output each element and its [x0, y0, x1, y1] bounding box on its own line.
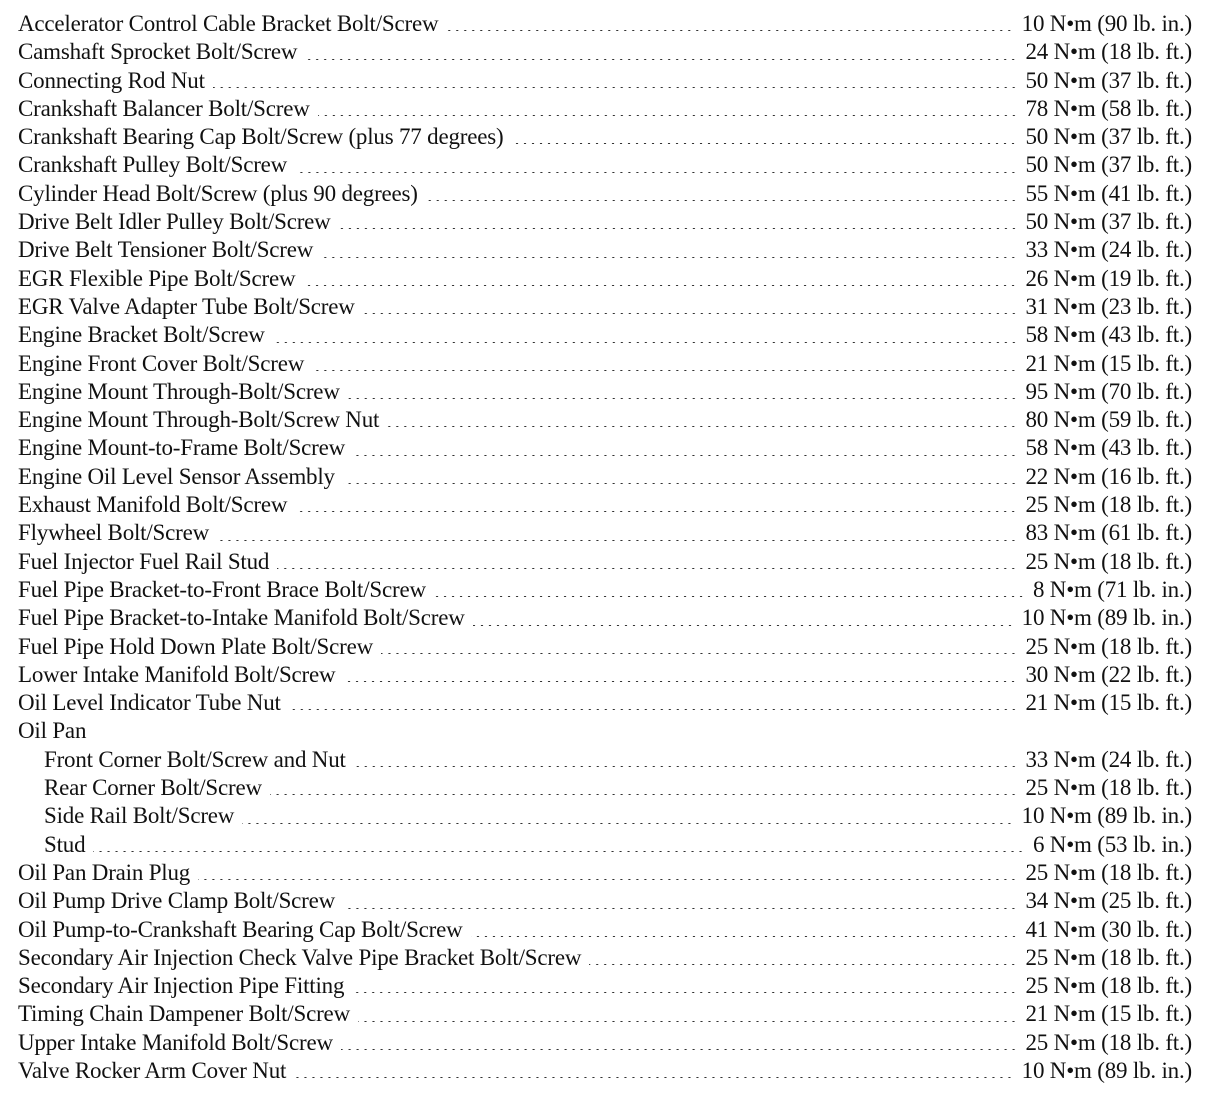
spec-value: 21 N•m (15 lb. ft.) [1025, 690, 1192, 716]
spec-value: 25 N•m (18 lb. ft.) [1025, 944, 1192, 970]
dot-leader [343, 681, 1017, 682]
dot-leader [289, 709, 1018, 710]
spec-label: Secondary Air Injection Pipe Fitting [18, 973, 345, 999]
spec-row [18, 831, 1192, 859]
spec-row [18, 95, 1192, 123]
dot-leader [358, 1021, 1018, 1022]
spec-value: 21 N•m (15 lb. ft.) [1025, 1001, 1192, 1027]
spec-value: 6 N•m (53 lb. in.) [1032, 831, 1192, 857]
spec-value: 78 N•m (58 lb. ft.) [1025, 95, 1192, 121]
spec-row [18, 633, 1192, 661]
spec-label: Flywheel Bolt/Screw [18, 520, 210, 546]
spec-label: Fuel Pipe Bracket-to-Intake Manifold Bolt/Screw [18, 605, 465, 631]
spec-label: Fuel Pipe Bracket-to-Front Brace Bolt/Screw [18, 576, 426, 602]
spec-value: 31 N•m (23 lb. ft.) [1025, 293, 1192, 319]
spec-label: Lower Intake Manifold Bolt/Screw [18, 661, 336, 687]
dot-leader [343, 908, 1017, 909]
dot-leader [471, 936, 1018, 937]
dot-leader [348, 398, 1018, 399]
spec-value: 22 N•m (16 lb. ft.) [1025, 463, 1192, 489]
dot-leader [352, 992, 1017, 993]
spec-value: 10 N•m (89 lb. in.) [1021, 605, 1192, 631]
dot-leader [341, 1049, 1018, 1050]
spec-value: 58 N•m (43 lb. ft.) [1025, 322, 1192, 348]
spec-value: 83 N•m (61 lb. ft.) [1025, 520, 1192, 546]
spec-label: Accelerator Control Cable Bracket Bolt/Screw [18, 11, 439, 36]
spec-value: 26 N•m (19 lb. ft.) [1025, 265, 1192, 291]
dot-leader [339, 228, 1018, 229]
spec-label: Fuel Pipe Hold Down Plate Bolt/Screw [18, 633, 374, 659]
dot-leader [312, 370, 1017, 371]
spec-value: 50 N•m (37 lb. ft.) [1025, 209, 1192, 235]
spec-label: Valve Rocker Arm Cover Nut [18, 1057, 287, 1083]
spec-row [18, 802, 1192, 830]
spec-label: Engine Front Cover Bolt/Screw [18, 350, 305, 376]
dot-leader [198, 879, 1017, 880]
torque-spec-list [18, 10, 1192, 1085]
spec-value: 50 N•m (37 lb. ft.) [1025, 124, 1192, 150]
spec-row [18, 434, 1192, 462]
spec-value: 58 N•m (43 lb. ft.) [1025, 435, 1192, 461]
dot-leader [446, 30, 1013, 31]
spec-value: 25 N•m (18 lb. ft.) [1025, 775, 1192, 801]
dot-leader [473, 625, 1014, 626]
spec-value: 50 N•m (37 lb. ft.) [1025, 67, 1192, 93]
spec-label: Stud [44, 831, 86, 857]
spec-value: 95 N•m (70 lb. ft.) [1025, 378, 1192, 404]
spec-value: 33 N•m (24 lb. ft.) [1025, 237, 1192, 263]
spec-row [18, 406, 1192, 434]
spec-row [18, 293, 1192, 321]
dot-leader [213, 87, 1018, 88]
dot-leader [295, 172, 1017, 173]
spec-label: Oil Pan Drain Plug [18, 859, 191, 885]
spec-value: 10 N•m (90 lb. in.) [1021, 11, 1192, 36]
spec-value: 41 N•m (30 lb. ft.) [1025, 916, 1192, 942]
spec-row [18, 576, 1192, 604]
spec-label: Upper Intake Manifold Bolt/Screw [18, 1029, 333, 1055]
spec-row [18, 463, 1192, 491]
spec-label: Engine Oil Level Sensor Assembly [18, 463, 335, 489]
dot-leader [353, 455, 1017, 456]
spec-value: 33 N•m (24 lb. ft.) [1025, 746, 1192, 772]
dot-leader [305, 59, 1017, 60]
spec-row [18, 236, 1192, 264]
dot-leader [277, 568, 1017, 569]
spec-row [18, 1029, 1192, 1057]
dot-leader [511, 143, 1017, 144]
spec-label: Drive Belt Tensioner Bolt/Screw [18, 237, 314, 263]
spec-label: Engine Mount Through-Bolt/Screw Nut [18, 407, 380, 433]
spec-row [18, 519, 1192, 547]
spec-row [18, 180, 1192, 208]
spec-row [18, 1000, 1192, 1028]
spec-value: 34 N•m (25 lb. ft.) [1025, 888, 1192, 914]
spec-value: 24 N•m (18 lb. ft.) [1025, 39, 1192, 65]
spec-label: Oil Level Indicator Tube Nut [18, 690, 281, 716]
spec-row [18, 774, 1192, 802]
spec-row [18, 746, 1192, 774]
spec-value: 21 N•m (15 lb. ft.) [1025, 350, 1192, 376]
spec-value: 10 N•m (89 lb. in.) [1021, 803, 1192, 829]
spec-row [18, 944, 1192, 972]
spec-row [18, 661, 1192, 689]
spec-value: 25 N•m (18 lb. ft.) [1025, 1029, 1192, 1055]
dot-leader [295, 511, 1017, 512]
dot-leader [589, 964, 1017, 965]
spec-row [18, 38, 1192, 66]
spec-label: Front Corner Bolt/Screw and Nut [44, 746, 346, 772]
dot-leader [273, 342, 1018, 343]
spec-label: Engine Mount Through-Bolt/Screw [18, 378, 340, 404]
dot-leader [270, 794, 1018, 795]
dot-leader [426, 200, 1018, 201]
spec-row [18, 859, 1192, 887]
spec-label: Oil Pump Drive Clamp Bolt/Screw [18, 888, 336, 914]
dot-leader [93, 851, 1025, 852]
dot-leader [217, 540, 1017, 541]
spec-label: Side Rail Bolt/Screw [44, 803, 235, 829]
dot-leader [381, 653, 1017, 654]
spec-value: 8 N•m (71 lb. in.) [1032, 576, 1192, 602]
spec-value: 25 N•m (18 lb. ft.) [1025, 633, 1192, 659]
dot-leader [321, 257, 1017, 258]
spec-label: Camshaft Sprocket Bolt/Screw [18, 39, 298, 65]
spec-label: Connecting Rod Nut [18, 67, 205, 93]
spec-value: 30 N•m (22 lb. ft.) [1025, 661, 1192, 687]
spec-row [18, 1057, 1192, 1085]
spec-label: EGR Flexible Pipe Bolt/Screw [18, 265, 296, 291]
spec-label: Fuel Injector Fuel Rail Stud [18, 548, 270, 574]
spec-row [18, 265, 1192, 293]
spec-value: 25 N•m (18 lb. ft.) [1025, 548, 1192, 574]
spec-row [18, 887, 1192, 915]
spec-value: 55 N•m (41 lb. ft.) [1025, 180, 1192, 206]
spec-row [18, 689, 1192, 717]
spec-label: EGR Valve Adapter Tube Bolt/Screw [18, 293, 355, 319]
spec-row [18, 350, 1192, 378]
spec-label: Drive Belt Idler Pulley Bolt/Screw [18, 209, 331, 235]
spec-value: 80 N•m (59 lb. ft.) [1025, 407, 1192, 433]
spec-value: 10 N•m (89 lb. in.) [1021, 1057, 1192, 1083]
spec-label: Exhaust Manifold Bolt/Screw [18, 492, 288, 518]
spec-row [18, 10, 1192, 38]
dot-leader [294, 1077, 1013, 1078]
spec-row [18, 208, 1192, 236]
spec-label: Timing Chain Dampener Bolt/Screw [18, 1001, 350, 1027]
spec-label: Engine Mount-to-Frame Bolt/Screw [18, 435, 346, 461]
spec-label: Crankshaft Balancer Bolt/Screw [18, 95, 310, 121]
spec-row [18, 67, 1192, 95]
spec-section-heading [18, 717, 1192, 745]
dot-leader [343, 483, 1018, 484]
spec-row [18, 491, 1192, 519]
spec-label: Cylinder Head Bolt/Screw (plus 90 degrees) [18, 180, 418, 206]
spec-row [18, 604, 1192, 632]
dot-leader [387, 426, 1017, 427]
spec-value: 25 N•m (18 lb. ft.) [1025, 859, 1192, 885]
spec-row [18, 321, 1192, 349]
spec-value: 25 N•m (18 lb. ft.) [1025, 492, 1192, 518]
dot-leader [242, 823, 1013, 824]
spec-row [18, 378, 1192, 406]
dot-leader [318, 115, 1018, 116]
spec-value: 25 N•m (18 lb. ft.) [1025, 973, 1192, 999]
spec-label: Rear Corner Bolt/Screw [44, 775, 262, 801]
spec-label: Crankshaft Bearing Cap Bolt/Screw (plus 77 degrees) [18, 124, 504, 150]
spec-row [18, 972, 1192, 1000]
dot-leader [434, 596, 1025, 597]
spec-label: Oil Pump-to-Crankshaft Bearing Cap Bolt/Screw [18, 916, 463, 942]
spec-row [18, 548, 1192, 576]
dot-leader [363, 313, 1018, 314]
spec-value: 50 N•m (37 lb. ft.) [1025, 152, 1192, 178]
dot-leader [303, 285, 1017, 286]
dot-leader [354, 766, 1018, 767]
spec-row [18, 151, 1192, 179]
spec-label: Oil Pan [18, 718, 87, 744]
spec-label: Secondary Air Injection Check Valve Pipe Bracket Bolt/Screw [18, 944, 582, 970]
spec-label: Crankshaft Pulley Bolt/Screw [18, 152, 288, 178]
spec-label: Engine Bracket Bolt/Screw [18, 322, 265, 348]
spec-row [18, 123, 1192, 151]
spec-row [18, 916, 1192, 944]
